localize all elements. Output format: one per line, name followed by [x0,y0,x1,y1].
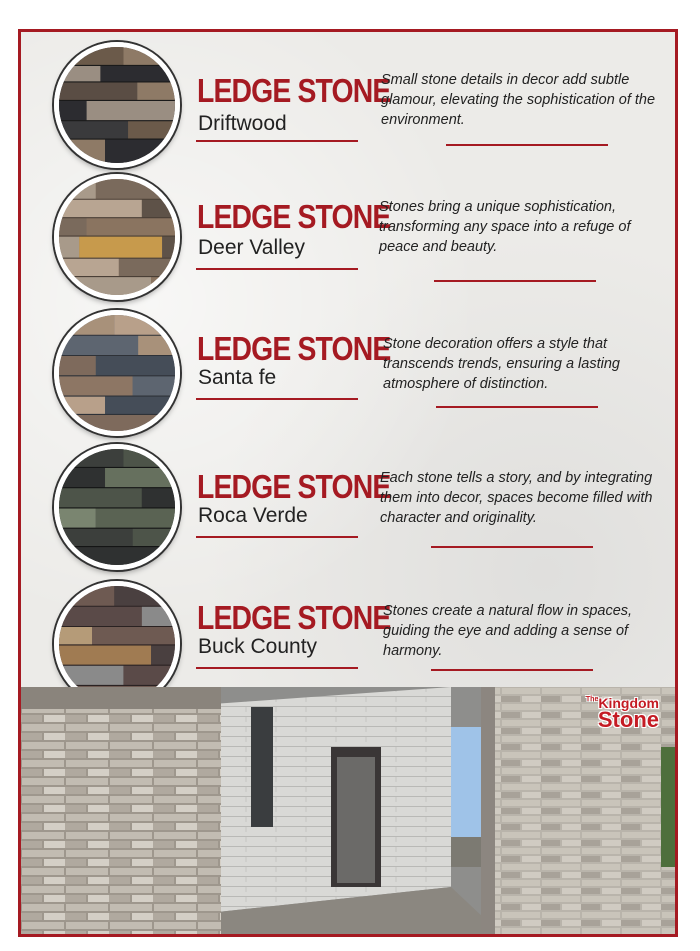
product-row-driftwood [21,40,678,170]
brand-line-1: $^{The}$Kingdom [585,695,659,711]
product-name: Santa fe [198,366,277,389]
product-name: Deer Valley [198,236,305,259]
product-title: LEDGE STONE [197,599,391,636]
product-name: Roca Verde [198,504,308,527]
description-underline [446,144,608,146]
product-title: LEDGE STONE [197,72,391,109]
building-illustration [21,687,675,934]
brochure-frame [18,29,678,937]
brand-logo [586,696,659,731]
title-underline [196,667,358,669]
title-underline [196,268,358,270]
product-description: Stone decoration offers a style that transcends trends, ensuring a lasting atmosphere of distinction. [383,336,620,392]
product-row-santa-fe [21,302,678,432]
stone-texture-santa-fe [59,315,175,431]
description-underline [434,280,596,282]
description-underline [431,669,593,671]
brand-line-2: Stone [597,707,659,732]
stone-swatch-santa-fe [54,310,180,436]
title-underline [196,398,358,400]
product-description: Stones create a natural flow in spaces, guiding the eye and adding a sense of harmony. [383,603,633,659]
product-title: LEDGE STONE [197,198,391,235]
building-photo [21,687,675,934]
title-underline [196,140,358,142]
stone-swatch-roca-verde [54,444,180,570]
product-row-deer-valley [21,170,678,300]
description-underline [431,546,593,548]
product-title: LEDGE STONE [197,330,391,367]
product-title: LEDGE STONE [197,468,391,505]
product-row-buck-county [21,573,678,703]
product-name: Driftwood [198,112,287,135]
stone-swatch-driftwood [54,42,180,168]
stone-texture-driftwood [59,47,175,163]
stone-texture-buck-county [59,586,175,702]
product-description: Small stone details in decor add subtle glamour, elevating the sophistication of the environment. [381,72,656,128]
product-description: Each stone tells a story, and by integrating them into decor, spaces become filled with character and originality. [380,470,653,526]
stone-texture-roca-verde [59,449,175,565]
stone-swatch-deer-valley [54,174,180,300]
product-description: Stones bring a unique sophistication, transforming any space into a refuge of peace and beauty. [379,199,631,255]
title-underline [196,536,358,538]
product-row-roca-verde [21,436,678,566]
description-underline [436,406,598,408]
product-name: Buck County [198,635,318,658]
stone-texture-deer-valley [59,179,175,295]
